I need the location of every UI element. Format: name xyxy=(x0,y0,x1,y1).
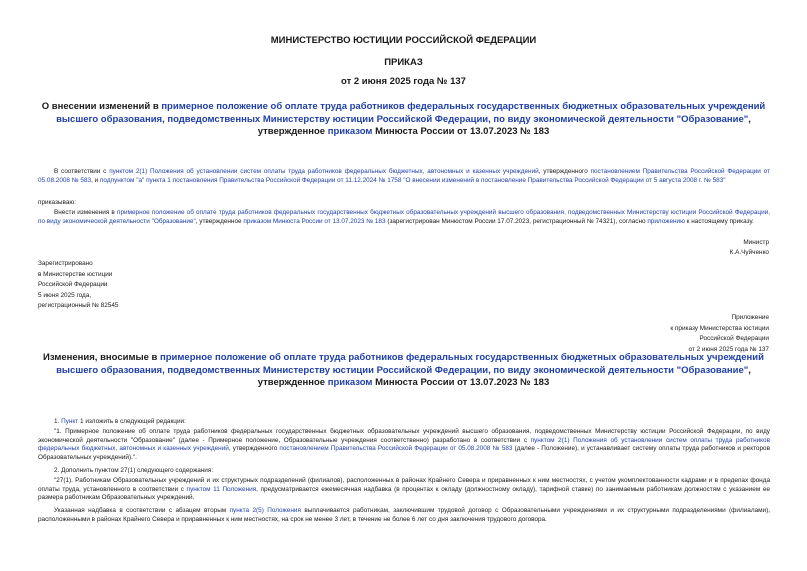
preamble-link-decree-583[interactable]: постановлением Правительства Российской Федерации от 05.08.2008 № 583 xyxy=(38,168,771,184)
order-heading: ПРИКАЗ xyxy=(384,57,423,68)
item-2-quote-text: "27(1). Работникам Образовательных учреждений и их структурных подразделений (филиалов), расположенных в районах Крайнего Севера и приравненных к ним местностях, с учетом укомплектованности кадрами и в пределах фонда оплаты труда, установленного в соответствии с xyxy=(38,477,770,493)
item-1-link-point[interactable]: Пункт xyxy=(61,418,79,425)
item-1-link-provision[interactable]: пунктом 2(1) Положения об установлении систем оплаты труда работников федеральных бюджетных, автономных и казенных учреждений xyxy=(38,436,770,453)
signature-block xyxy=(730,238,769,257)
appendix-block xyxy=(670,313,769,355)
changes-title-link-order[interactable]: приказом xyxy=(327,377,373,388)
changes-title-suffix: Минюста России от 13.07.2023 № 183 xyxy=(372,377,550,388)
registration-line: 5 июня 2025 года, xyxy=(38,291,92,299)
title-suffix: Минюста России от 13.07.2023 № 183 xyxy=(372,126,550,137)
order-title xyxy=(30,101,777,139)
main-text: к настоящему приказу. xyxy=(684,217,754,225)
item-1-quote-text: , утвержденного xyxy=(228,445,280,453)
changes-title xyxy=(30,352,777,390)
item-2-quote xyxy=(38,477,770,503)
signature-name: К.А.Чуйченко xyxy=(729,248,769,256)
order-word: приказываю: xyxy=(38,199,76,206)
ministry-heading: МИНИСТЕРСТВО ЮСТИЦИИ РОССИЙСКОЙ ФЕДЕРАЦИИ xyxy=(270,35,537,46)
registration-block xyxy=(38,259,118,312)
changes-title-link-regulation[interactable]: примерное положение об оплате труда работников федеральных государственных бюджетных образовательных учреждений высшего образования, подведомственных Министерству юстиции Российской Федерации, по виду экономической деятельности "Образование" xyxy=(56,352,764,376)
item-1-link-decree-583[interactable]: постановлением Правительства Российской Федерации от 05.08.2008 № 583 xyxy=(279,445,513,453)
main-text: Внести изменения в xyxy=(54,209,117,216)
title-link-regulation[interactable]: примерное положение об оплате труда работников федеральных государственных бюджетных образовательных учреждений высшего образования, подведомственных Министерству юстиции Российской Федерации, по виду экономической деятельности "Образование" xyxy=(56,101,766,125)
item-2-link-point-11[interactable]: пунктом 11 Положения xyxy=(186,485,257,493)
main-link-regulation[interactable]: примерное положение об оплате труда работников федеральных государственных бюджетных образовательных учреждений высшего образования, подведомственных Министерству юстиции Российской Федерации, по виду экономической деятельности "Образование" xyxy=(38,209,770,225)
item-2-quote-text: , предусматривается ежемесячная надбавка (в процентах к окладу (должностному окладу), тарифной ставке) по занимаемым работникам должностям с указанием ее размера работникам Образовательных учреждений. xyxy=(38,485,770,502)
item-2-supplement-text: выплачивается работникам, заключившим трудовой договор с Образовательными учреждениями и их структурными подразделениями (филиалами), расположенными в районах Крайнего Севера и приравненных к ним местностях, на срок не менее 3 лет, в течение не более 6 лет со дня заключения трудового договора. xyxy=(38,507,771,523)
item-2-link-point-2-5[interactable]: пункта 2(5) Положения xyxy=(229,507,301,514)
registration-line: регистрационный № 82545 xyxy=(38,302,119,309)
changes-title-middle: , утвержденное xyxy=(257,364,751,388)
item-2-supplement xyxy=(38,507,770,524)
title-link-order[interactable]: приказом xyxy=(327,126,373,137)
appendix-label: Приложение xyxy=(731,314,769,321)
appendix-line: от 2 июня 2025 года № 137 xyxy=(688,345,769,353)
title-middle: , утвержденное xyxy=(257,113,751,137)
title-prefix: О внесении изменений в xyxy=(41,101,162,112)
main-link-order-183[interactable]: приказом Минюста России от 13.07.2023 № 183 xyxy=(243,217,386,225)
preamble-link-decree-1758[interactable]: подпунктом "а" пункта 1 постановления Правительства Российской Федерации от 11.12.2024 № 1758 "О внесении изменений в постановление Правительства Российской Федерации от 5 августа 2008 г. № 583" xyxy=(99,176,726,184)
registration-line: Зарегистрировано xyxy=(38,260,93,267)
preamble-link-provision[interactable]: пунктом 2(1) Положения об установлении систем оплаты труда работников федеральных бюджетных, автономных и казенных учреждений xyxy=(109,168,539,175)
item-1-quote-text: "1. Примерное положение об оплате труда работников федеральных государственных бюджетных образовательных учреждений высшего образования, подведомственных Министерству юстиции Российской Федерации, по виду экономической деятельности "Образование" (далее - Примерное положение, Образовательные учреждения соответственно) разработано в соответствии с xyxy=(38,428,770,444)
item-1-quote xyxy=(38,428,770,462)
appendix-line: к приказу Министерства юстиции xyxy=(670,324,769,332)
item-2-supplement-text: Указанная надбавка в соответствии с абзацем вторым xyxy=(54,507,230,514)
main-text: (зарегистрирован Минюстом России 17.07.2023, регистрационный № 74321), согласно xyxy=(385,217,648,225)
main-link-appendix[interactable]: приложению xyxy=(647,217,685,225)
registration-line: Российской Федерации xyxy=(38,281,108,288)
item-2-heading: 2. Дополнить пунктом 27(1) следующего содержания: xyxy=(54,467,214,474)
preamble-text: , утвержденного xyxy=(538,168,591,175)
item-1-quote-text: (далее - Положение), и устанавливает систему оплаты труда работников и ректоров Образовательных учреждений).". xyxy=(38,445,770,461)
preamble-text: В соответствии с xyxy=(54,168,110,175)
order-date: от 2 июня 2025 года № 137 xyxy=(341,76,466,87)
appendix-line: Российской Федерации xyxy=(699,335,769,342)
item-number: 1. xyxy=(54,418,62,425)
main-paragraph xyxy=(38,209,770,226)
item-1-text: 1 изложить в следующей редакции: xyxy=(78,418,186,425)
preamble-text: , и xyxy=(91,176,100,184)
changes-title-prefix: Изменения, вносимые в xyxy=(43,352,160,363)
main-text: , утвержденное xyxy=(195,217,244,225)
signature-position: Министр xyxy=(743,239,769,246)
registration-line: в Министерстве юстиции xyxy=(38,270,113,278)
preamble-paragraph xyxy=(38,168,770,185)
item-1-heading xyxy=(38,418,770,427)
